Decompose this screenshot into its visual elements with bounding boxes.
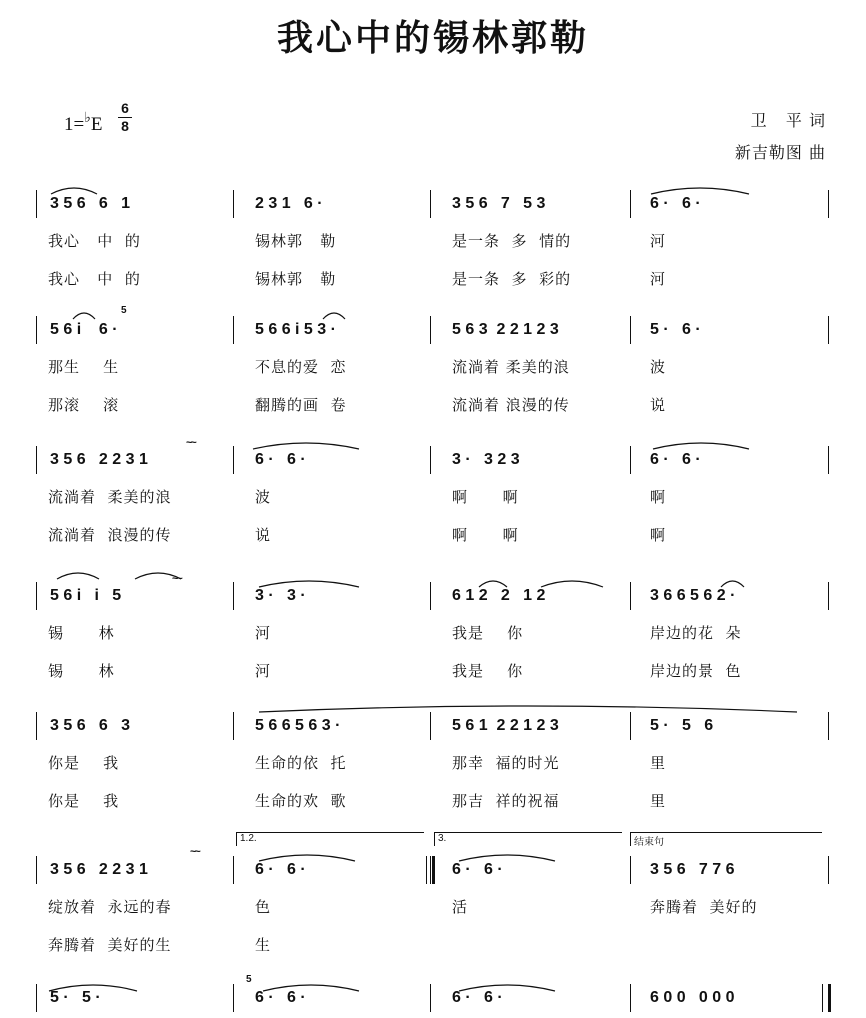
score-system [0,316,866,426]
composer-credit: 新吉勒图 曲 [734,143,826,162]
slur-arc [720,578,745,588]
barline [36,190,37,218]
repeat-barline-thin [426,856,427,884]
lyric-line: 生命的依 托 [255,754,347,772]
lyric-line: 河 [255,662,272,680]
slur-arc [56,570,100,580]
barline [36,712,37,740]
lyric-line: 锡林郭 勒 [255,232,337,250]
trill-ornament: ~~ [186,437,195,449]
volta-bracket [236,832,424,833]
lyric-line: 奔腾着 美好的 [650,898,758,916]
measure-notes: 5 6 6 5 6 3 · [255,717,341,734]
slur-arc [252,440,360,450]
lyric-line: 色 [255,898,272,916]
lyric-line: 波 [255,488,272,506]
lyric-line: 波 [650,358,667,376]
barline [630,446,631,474]
song-title: 我心中的锡林郭勒 [276,18,589,59]
barline [828,712,829,740]
lyric-line: 你是 我 [48,792,120,810]
measure-notes: 5 6 i 6 · [50,321,118,338]
lyric-line: 河 [255,624,272,642]
barline [430,582,431,610]
score-system [0,190,866,300]
slur-arc [652,440,750,450]
barline [36,856,37,884]
measure-notes: 5 6 3 2 2 1 2 3 [452,321,559,338]
lyric-line: 那吉 祥的祝福 [452,792,560,810]
barline [430,712,431,740]
lyric-line: 锡 林 [48,624,115,642]
slur-arc [322,310,346,320]
lyric-line: 锡 林 [48,662,115,680]
barline [828,856,829,884]
barline [828,582,829,610]
volta-bracket [434,832,622,833]
measure-notes: 5 6 i i 5 [50,587,122,604]
volta-label: 结束句 [634,837,664,848]
barline [430,190,431,218]
key-note: E [90,114,103,135]
measure-notes: 6 0 0 0 0 0 [650,989,735,1006]
measure-notes: 2 3 1 6 · [255,195,323,212]
lyric-line: 我心 中 的 [48,270,141,288]
measure-notes: 5 · 5 · [50,989,101,1006]
measure-notes: 3 5 6 2 2 3 1 [50,451,148,468]
lyric-line: 那幸 福的时光 [452,754,560,772]
measure-notes: 3 5 6 7 7 6 [650,861,735,878]
barline [233,446,234,474]
measure-notes: 3 · 3 2 3 [452,451,520,468]
key-signature [64,110,102,136]
barline [430,316,431,344]
grace-note: 5 [121,305,127,316]
score-system [0,446,866,556]
lyric-line: 是一条 多 情的 [452,232,572,250]
barline [828,316,829,344]
barline [430,984,431,1012]
measure-notes: 6 1 2 2 1 2 [452,587,546,604]
trill-ornament: ~~ [172,573,181,585]
lyric-line: 活 [452,898,469,916]
slur-arc [50,185,98,195]
lyric-line: 翻腾的画 卷 [255,396,347,414]
lyric-line: 啊 啊 [452,526,519,544]
lyric-line: 流淌着 浪漫的传 [48,526,172,544]
time-signature-top: 6 [121,100,129,116]
time-signature [118,101,132,134]
measure-notes: 6 · 6 · [255,989,306,1006]
barline [828,190,829,218]
score-system [0,712,866,822]
measure-notes: 5 6 6 i 5 3 · [255,321,336,338]
slur-arc [478,578,508,588]
barline [828,446,829,474]
barline [233,856,234,884]
barline [430,446,431,474]
measure-notes: 6 · 6 · [650,451,701,468]
lyric-line: 奔腾着 美好的生 [48,936,172,954]
slur-arc [650,185,750,195]
slur-arc [458,982,556,992]
slur-arc [134,570,182,580]
barline [233,190,234,218]
measure-notes: 3 5 6 7 5 3 [452,195,546,212]
lyric-line: 不息的爱 恋 [255,358,347,376]
measure-notes: 6 · 6 · [255,861,306,878]
lyricist-credit: 卫 平 词 [750,111,826,130]
measure-notes: 6 · 6 · [452,861,503,878]
slur-arc [258,852,356,862]
measure-notes: 5 · 6 · [650,321,701,338]
lyric-line: 那滚 滚 [48,396,120,414]
time-signature-bottom: 8 [121,118,129,134]
measure-notes: 3 · 3 · [255,587,306,604]
slur-arc [48,982,138,992]
measure-notes: 6 · 6 · [452,989,503,1006]
slur-arc [540,578,604,588]
measure-notes: 6 · 6 · [255,451,306,468]
barline [36,984,37,1012]
barline [233,712,234,740]
lyric-line: 啊 [650,526,667,544]
slur-arc [258,703,798,713]
lyric-line: 流淌着 柔美的浪 [48,488,172,506]
lyric-line: 生命的欢 歌 [255,792,347,810]
repeat-barline [432,856,435,884]
lyric-line: 那生 生 [48,358,120,376]
flat-sign: ♭ [84,111,91,126]
lyric-line: 我心 中 的 [48,232,141,250]
lyric-line: 生 [255,936,272,954]
lyric-line: 说 [650,396,667,414]
volta-bracket-tick [236,832,237,846]
barline [233,984,234,1012]
score-system [0,582,866,692]
barline [630,856,631,884]
lyric-line: 绽放着 永远的春 [48,898,172,916]
measure-notes: 5 6 1 2 2 1 2 3 [452,717,559,734]
barline [36,582,37,610]
measure-notes: 5 · 5 6 [650,717,714,734]
barline [430,856,431,884]
lyric-line: 说 [255,526,272,544]
volta-label: 3. [438,833,447,844]
barline [233,582,234,610]
barline [36,446,37,474]
barline [630,984,631,1012]
lyric-line: 你是 我 [48,754,120,772]
key-prefix: 1= [64,114,85,135]
barline [36,316,37,344]
measure-notes: 3 5 6 6 3 [50,717,131,734]
barline [630,190,631,218]
measure-notes: 3 5 6 2 2 3 1 [50,861,148,878]
barline [630,316,631,344]
lyric-line: 岸边的景 色 [650,662,742,680]
lyric-line: 流淌着 柔美的浪 [452,358,570,376]
slur-arc [258,578,360,588]
lyric-line: 里 [650,792,667,810]
slur-arc [458,852,556,862]
grace-note: 5 [246,974,252,985]
lyric-line: 流淌着 浪漫的传 [452,396,570,414]
lyric-line: 我是 你 [452,624,524,642]
measure-notes: 6 · 6 · [650,195,701,212]
measure-notes: 3 6 6 5 6 2 · [650,587,736,604]
barline [233,316,234,344]
lyric-line: 我是 你 [452,662,524,680]
slur-arc [72,310,96,320]
barline [630,712,631,740]
lyric-line: 是一条 多 彩的 [452,270,572,288]
lyric-line: 啊 啊 [452,488,519,506]
final-barline [828,984,831,1012]
lyric-line: 锡林郭 勒 [255,270,337,288]
lyric-line: 河 [650,270,667,288]
barline [630,582,631,610]
volta-bracket-tick [434,832,435,846]
trill-ornament: ~~ [190,846,199,858]
score-system [0,856,866,966]
volta-label: 1.2. [240,833,257,844]
lyric-line: 啊 [650,488,667,506]
final-barline-thin [822,984,823,1012]
lyric-line: 里 [650,754,667,772]
lyric-line: 岸边的花 朵 [650,624,742,642]
slur-arc [262,982,360,992]
lyric-line: 河 [650,232,667,250]
volta-bracket-tick [630,832,631,846]
measure-notes: 3 5 6 6 1 [50,195,131,212]
